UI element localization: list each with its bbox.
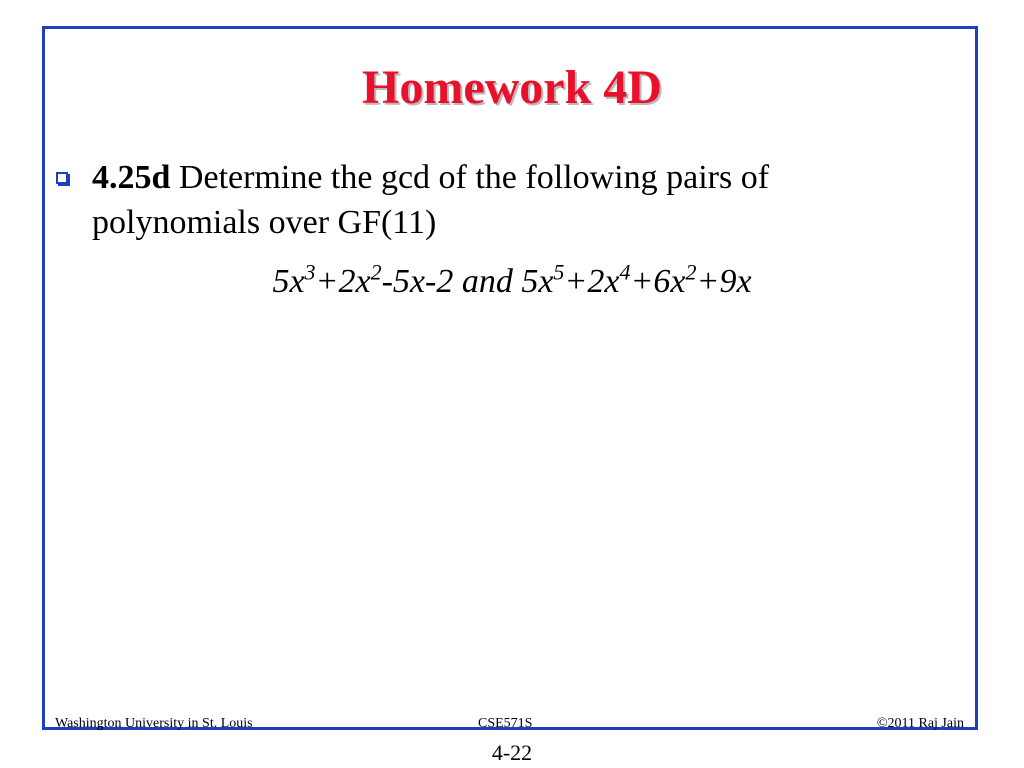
slide-title: Homework 4D: [362, 61, 662, 114]
footer-course: CSE571S: [478, 716, 533, 731]
square-bullet-icon: [56, 172, 68, 184]
bullet-item: [56, 155, 916, 245]
formula-term: -5x-2: [381, 263, 454, 300]
problem-text-line2: polynomials over GF(11): [92, 204, 437, 241]
formula-term: +2x: [315, 263, 371, 300]
formula-term: 5x: [272, 263, 305, 300]
formula-term: +6x: [630, 263, 686, 300]
formula-term: +9x: [696, 263, 752, 300]
formula-exponent: 5: [553, 259, 565, 285]
formula-term: 5x: [521, 263, 554, 300]
polynomial-formula: [0, 259, 1024, 301]
formula-exponent: 4: [619, 259, 631, 285]
problem-text-line1: Determine the gcd of the following pairs of: [178, 159, 770, 196]
problem-number: 4.25d: [92, 159, 171, 196]
bullet-list: [56, 155, 916, 245]
formula-exponent: 2: [685, 259, 697, 285]
formula-exponent: 3: [304, 259, 316, 285]
page-number: 4-22: [491, 740, 533, 765]
footer-copyright: ©2011 Raj Jain: [876, 716, 964, 731]
formula-term: +2x: [564, 263, 620, 300]
formula-joiner: and: [453, 263, 522, 300]
footer-institution: Washington University in St. Louis: [55, 716, 253, 731]
slide-frame: [42, 26, 978, 730]
formula-exponent: 2: [370, 259, 382, 285]
